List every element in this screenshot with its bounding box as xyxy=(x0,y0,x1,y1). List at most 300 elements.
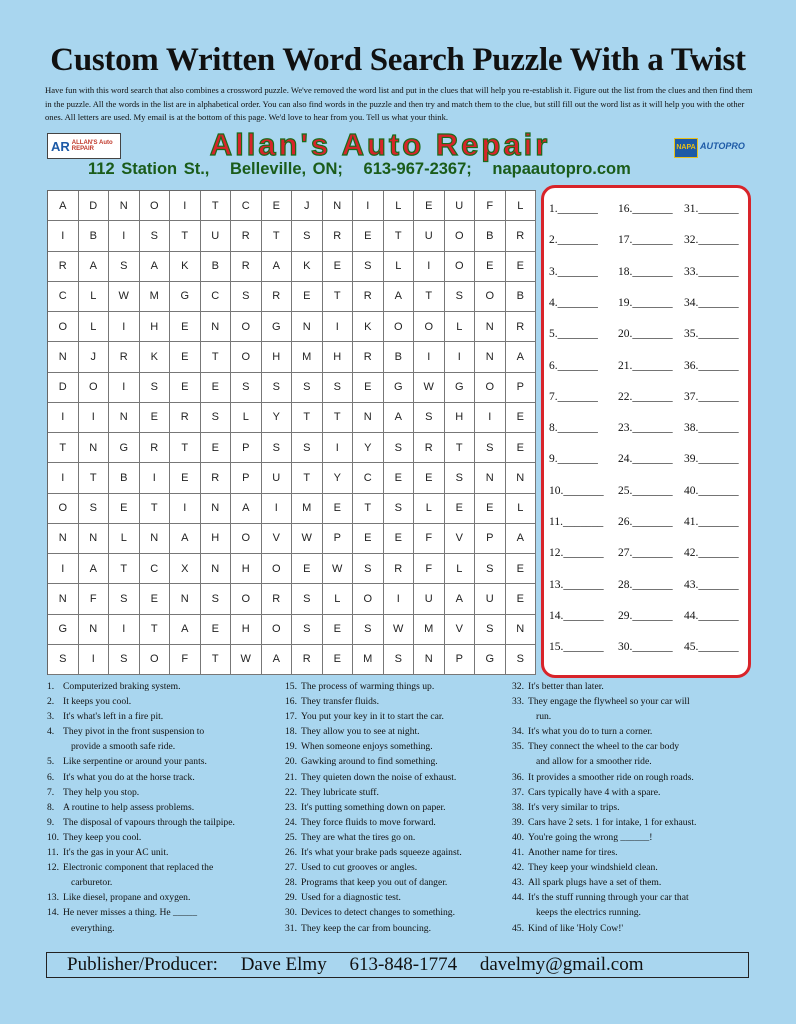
answer-line[interactable]: _______ xyxy=(557,390,598,403)
grid-cell[interactable]: S xyxy=(506,645,537,675)
grid-cell[interactable]: S xyxy=(109,645,140,675)
grid-cell[interactable]: I xyxy=(48,463,79,493)
grid-cell[interactable]: A xyxy=(170,615,201,645)
grid-cell[interactable]: C xyxy=(353,463,384,493)
answer-line[interactable]: _______ xyxy=(563,547,604,560)
answer-blank[interactable] xyxy=(684,203,739,215)
answer-blank[interactable] xyxy=(549,266,598,278)
answer-blank[interactable] xyxy=(549,203,598,215)
grid-cell[interactable]: H xyxy=(262,342,293,372)
answer-blank[interactable] xyxy=(684,547,739,559)
answer-blank[interactable] xyxy=(549,485,604,497)
grid-cell[interactable]: E xyxy=(201,433,232,463)
grid-cell[interactable]: S xyxy=(79,494,110,524)
grid-cell[interactable]: T xyxy=(384,221,415,251)
answer-blank[interactable] xyxy=(684,391,739,403)
grid-cell[interactable]: E xyxy=(353,373,384,403)
answer-blank[interactable] xyxy=(684,579,739,591)
grid-cell[interactable]: E xyxy=(292,554,323,584)
grid-cell[interactable]: E xyxy=(140,403,171,433)
grid-cell[interactable]: N xyxy=(79,615,110,645)
grid-cell[interactable]: M xyxy=(140,282,171,312)
grid-cell[interactable]: L xyxy=(414,494,445,524)
grid-cell[interactable]: O xyxy=(231,312,262,342)
grid-cell[interactable]: F xyxy=(414,554,445,584)
grid-cell[interactable]: E xyxy=(170,342,201,372)
grid-cell[interactable]: A xyxy=(79,252,110,282)
grid-cell[interactable]: I xyxy=(109,373,140,403)
answer-line[interactable]: _______ xyxy=(632,578,673,591)
grid-cell[interactable]: N xyxy=(48,342,79,372)
answer-blank[interactable] xyxy=(684,234,739,246)
grid-cell[interactable]: F xyxy=(170,645,201,675)
grid-cell[interactable]: C xyxy=(48,282,79,312)
answer-line[interactable]: _______ xyxy=(563,484,604,497)
answer-line[interactable]: _______ xyxy=(557,328,598,341)
grid-cell[interactable]: E xyxy=(414,191,445,221)
answer-blank[interactable] xyxy=(618,516,673,528)
grid-cell[interactable]: B xyxy=(201,252,232,282)
grid-cell[interactable]: D xyxy=(79,191,110,221)
grid-cell[interactable]: E xyxy=(506,554,537,584)
grid-cell[interactable]: I xyxy=(414,342,445,372)
grid-cell[interactable]: B xyxy=(506,282,537,312)
grid-cell[interactable]: W xyxy=(109,282,140,312)
grid-cell[interactable]: N xyxy=(414,645,445,675)
answer-line[interactable]: _______ xyxy=(632,328,673,341)
grid-cell[interactable]: N xyxy=(140,524,171,554)
answer-blank[interactable] xyxy=(684,485,739,497)
grid-cell[interactable]: N xyxy=(48,524,79,554)
answer-line[interactable]: _______ xyxy=(557,296,598,309)
answer-line[interactable]: _______ xyxy=(632,390,673,403)
grid-cell[interactable]: A xyxy=(140,252,171,282)
grid-cell[interactable]: E xyxy=(323,615,354,645)
grid-cell[interactable]: O xyxy=(48,494,79,524)
grid-cell[interactable]: W xyxy=(323,554,354,584)
grid-cell[interactable]: T xyxy=(323,403,354,433)
answer-line[interactable]: _______ xyxy=(632,484,673,497)
grid-cell[interactable]: I xyxy=(79,645,110,675)
grid-cell[interactable]: T xyxy=(323,282,354,312)
grid-cell[interactable]: B xyxy=(475,221,506,251)
grid-cell[interactable]: B xyxy=(384,342,415,372)
grid-cell[interactable]: O xyxy=(140,191,171,221)
grid-cell[interactable]: M xyxy=(292,342,323,372)
grid-cell[interactable]: R xyxy=(109,342,140,372)
grid-cell[interactable]: S xyxy=(475,554,506,584)
grid-cell[interactable]: J xyxy=(292,191,323,221)
grid-cell[interactable]: V xyxy=(445,524,476,554)
grid-cell[interactable]: R xyxy=(506,221,537,251)
grid-cell[interactable]: F xyxy=(475,191,506,221)
answer-line[interactable]: _______ xyxy=(563,641,604,654)
grid-cell[interactable]: G xyxy=(384,373,415,403)
grid-cell[interactable]: E xyxy=(140,584,171,614)
grid-cell[interactable]: T xyxy=(353,494,384,524)
answer-line[interactable]: _______ xyxy=(698,203,739,215)
answer-line[interactable]: _______ xyxy=(632,547,673,560)
grid-cell[interactable]: K xyxy=(170,252,201,282)
grid-cell[interactable]: W xyxy=(414,373,445,403)
grid-cell[interactable]: S xyxy=(445,463,476,493)
answer-blank[interactable] xyxy=(618,203,673,215)
grid-cell[interactable]: S xyxy=(262,433,293,463)
grid-cell[interactable]: Y xyxy=(323,463,354,493)
answer-blank[interactable] xyxy=(618,641,673,653)
grid-cell[interactable]: U xyxy=(445,191,476,221)
answer-blank[interactable] xyxy=(549,328,598,340)
grid-cell[interactable]: I xyxy=(170,191,201,221)
grid-cell[interactable]: N xyxy=(201,312,232,342)
answer-blank[interactable] xyxy=(618,328,673,340)
answer-blank[interactable] xyxy=(684,266,739,278)
grid-cell[interactable]: R xyxy=(201,463,232,493)
answer-line[interactable]: _______ xyxy=(698,328,739,341)
grid-cell[interactable]: S xyxy=(292,221,323,251)
grid-cell[interactable]: R xyxy=(292,645,323,675)
grid-cell[interactable]: L xyxy=(231,403,262,433)
grid-cell[interactable]: H xyxy=(323,342,354,372)
grid-cell[interactable]: H xyxy=(445,403,476,433)
grid-cell[interactable]: I xyxy=(109,312,140,342)
grid-cell[interactable]: S xyxy=(292,373,323,403)
grid-cell[interactable]: L xyxy=(384,252,415,282)
answer-blank[interactable] xyxy=(618,360,673,372)
answer-blank[interactable] xyxy=(618,391,673,403)
grid-cell[interactable]: S xyxy=(201,584,232,614)
grid-cell[interactable]: O xyxy=(79,373,110,403)
answer-line[interactable]: _______ xyxy=(698,484,739,497)
answer-blank[interactable] xyxy=(684,641,739,653)
grid-cell[interactable]: E xyxy=(506,252,537,282)
answer-line[interactable]: _______ xyxy=(698,641,739,654)
grid-cell[interactable]: E xyxy=(323,645,354,675)
grid-cell[interactable]: L xyxy=(79,282,110,312)
answer-blank[interactable] xyxy=(618,579,673,591)
grid-cell[interactable]: U xyxy=(414,221,445,251)
grid-cell[interactable]: N xyxy=(506,463,537,493)
grid-cell[interactable]: O xyxy=(231,524,262,554)
grid-cell[interactable]: U xyxy=(414,584,445,614)
grid-cell[interactable]: R xyxy=(231,221,262,251)
grid-cell[interactable]: E xyxy=(170,312,201,342)
answer-line[interactable]: _______ xyxy=(557,453,598,466)
grid-cell[interactable]: O xyxy=(48,312,79,342)
answer-blank[interactable] xyxy=(549,516,603,528)
answer-blank[interactable] xyxy=(618,453,673,465)
grid-cell[interactable]: U xyxy=(262,463,293,493)
grid-cell[interactable]: L xyxy=(445,554,476,584)
grid-cell[interactable]: G xyxy=(48,615,79,645)
answer-line[interactable]: _______ xyxy=(632,234,673,247)
grid-cell[interactable]: T xyxy=(201,342,232,372)
grid-cell[interactable]: E xyxy=(445,494,476,524)
grid-cell[interactable]: S xyxy=(109,584,140,614)
answer-blank[interactable] xyxy=(684,328,739,340)
grid-cell[interactable]: R xyxy=(384,554,415,584)
grid-cell[interactable]: S xyxy=(475,615,506,645)
grid-cell[interactable]: N xyxy=(353,403,384,433)
answer-blank[interactable] xyxy=(684,422,739,434)
grid-cell[interactable]: A xyxy=(48,191,79,221)
grid-cell[interactable]: M xyxy=(292,494,323,524)
grid-cell[interactable]: T xyxy=(201,645,232,675)
answer-blank[interactable] xyxy=(618,610,673,622)
grid-cell[interactable]: N xyxy=(475,312,506,342)
grid-cell[interactable]: P xyxy=(231,433,262,463)
grid-cell[interactable]: N xyxy=(79,524,110,554)
grid-cell[interactable]: S xyxy=(140,221,171,251)
grid-cell[interactable]: I xyxy=(48,554,79,584)
grid-cell[interactable]: N xyxy=(475,342,506,372)
answer-line[interactable]: _______ xyxy=(557,422,598,435)
grid-cell[interactable]: S xyxy=(231,373,262,403)
answer-blank[interactable] xyxy=(549,641,604,653)
grid-cell[interactable]: L xyxy=(79,312,110,342)
grid-cell[interactable]: W xyxy=(231,645,262,675)
grid-cell[interactable]: K xyxy=(353,312,384,342)
grid-cell[interactable]: C xyxy=(201,282,232,312)
grid-cell[interactable]: I xyxy=(170,494,201,524)
grid-cell[interactable]: C xyxy=(231,191,262,221)
answer-line[interactable]: _______ xyxy=(562,516,604,528)
grid-cell[interactable]: P xyxy=(506,373,537,403)
grid-cell[interactable]: A xyxy=(384,403,415,433)
grid-cell[interactable]: O xyxy=(231,584,262,614)
grid-cell[interactable]: F xyxy=(79,584,110,614)
grid-cell[interactable]: A xyxy=(262,252,293,282)
grid-cell[interactable]: M xyxy=(353,645,384,675)
grid-cell[interactable]: O xyxy=(140,645,171,675)
grid-cell[interactable]: L xyxy=(109,524,140,554)
grid-cell[interactable]: K xyxy=(140,342,171,372)
answer-line[interactable]: _______ xyxy=(557,359,598,372)
grid-cell[interactable]: N xyxy=(109,403,140,433)
grid-cell[interactable]: O xyxy=(384,312,415,342)
grid-cell[interactable]: O xyxy=(445,252,476,282)
grid-cell[interactable]: E xyxy=(475,252,506,282)
answer-line[interactable]: _______ xyxy=(698,265,739,278)
grid-cell[interactable]: E xyxy=(323,494,354,524)
answer-line[interactable]: _______ xyxy=(698,453,739,466)
grid-cell[interactable]: I xyxy=(140,463,171,493)
answer-line[interactable]: _______ xyxy=(698,422,739,435)
grid-cell[interactable]: O xyxy=(475,282,506,312)
answer-blank[interactable] xyxy=(549,422,598,434)
grid-cell[interactable]: S xyxy=(292,615,323,645)
answer-blank[interactable] xyxy=(618,266,673,278)
answer-blank[interactable] xyxy=(549,453,598,465)
grid-cell[interactable]: T xyxy=(109,554,140,584)
answer-line[interactable]: _______ xyxy=(632,265,673,278)
answer-blank[interactable] xyxy=(684,516,739,528)
grid-cell[interactable]: K xyxy=(292,252,323,282)
grid-cell[interactable]: E xyxy=(201,373,232,403)
grid-cell[interactable]: A xyxy=(79,554,110,584)
grid-cell[interactable]: B xyxy=(109,463,140,493)
grid-cell[interactable]: O xyxy=(262,615,293,645)
answer-line[interactable]: _______ xyxy=(632,296,673,309)
grid-cell[interactable]: S xyxy=(384,645,415,675)
answer-line[interactable]: _______ xyxy=(698,390,739,403)
grid-cell[interactable]: G xyxy=(445,373,476,403)
grid-cell[interactable]: I xyxy=(323,312,354,342)
grid-cell[interactable]: W xyxy=(384,615,415,645)
grid-cell[interactable]: T xyxy=(140,615,171,645)
grid-cell[interactable]: E xyxy=(384,524,415,554)
grid-cell[interactable]: W xyxy=(292,524,323,554)
grid-cell[interactable]: E xyxy=(292,282,323,312)
grid-cell[interactable]: A xyxy=(231,494,262,524)
grid-cell[interactable]: F xyxy=(414,524,445,554)
grid-cell[interactable]: I xyxy=(445,342,476,372)
grid-cell[interactable]: L xyxy=(506,494,537,524)
grid-cell[interactable]: E xyxy=(109,494,140,524)
grid-cell[interactable]: N xyxy=(201,494,232,524)
grid-cell[interactable]: V xyxy=(262,524,293,554)
grid-cell[interactable]: A xyxy=(262,645,293,675)
grid-cell[interactable]: G xyxy=(475,645,506,675)
answer-blank[interactable] xyxy=(549,234,598,246)
answer-line[interactable]: _______ xyxy=(563,609,604,622)
grid-cell[interactable]: T xyxy=(170,433,201,463)
grid-cell[interactable]: S xyxy=(384,433,415,463)
grid-cell[interactable]: A xyxy=(384,282,415,312)
grid-cell[interactable]: S xyxy=(292,433,323,463)
grid-cell[interactable]: O xyxy=(231,342,262,372)
grid-cell[interactable]: T xyxy=(292,463,323,493)
grid-cell[interactable]: P xyxy=(475,524,506,554)
answer-line[interactable]: _______ xyxy=(698,296,739,309)
grid-cell[interactable]: N xyxy=(201,554,232,584)
grid-cell[interactable]: T xyxy=(201,191,232,221)
grid-cell[interactable]: M xyxy=(414,615,445,645)
grid-cell[interactable]: R xyxy=(170,403,201,433)
answer-line[interactable]: _______ xyxy=(698,234,739,247)
grid-cell[interactable]: T xyxy=(48,433,79,463)
grid-cell[interactable]: O xyxy=(445,221,476,251)
grid-cell[interactable]: G xyxy=(109,433,140,463)
answer-blank[interactable] xyxy=(618,547,673,559)
grid-cell[interactable]: I xyxy=(109,221,140,251)
grid-cell[interactable]: R xyxy=(48,252,79,282)
grid-cell[interactable]: S xyxy=(201,403,232,433)
grid-cell[interactable]: E xyxy=(506,433,537,463)
answer-line[interactable]: _______ xyxy=(632,203,673,215)
grid-cell[interactable]: E xyxy=(170,463,201,493)
grid-cell[interactable]: X xyxy=(170,554,201,584)
grid-cell[interactable]: S xyxy=(140,373,171,403)
answer-line[interactable]: _______ xyxy=(632,453,673,466)
grid-cell[interactable]: H xyxy=(231,615,262,645)
grid-cell[interactable]: U xyxy=(201,221,232,251)
grid-cell[interactable]: T xyxy=(79,463,110,493)
grid-cell[interactable]: N xyxy=(109,191,140,221)
grid-cell[interactable]: A xyxy=(506,342,537,372)
answer-line[interactable]: _______ xyxy=(557,265,598,278)
grid-cell[interactable]: S xyxy=(109,252,140,282)
grid-cell[interactable]: V xyxy=(445,615,476,645)
grid-cell[interactable]: E xyxy=(506,403,537,433)
answer-line[interactable]: _______ xyxy=(698,516,739,528)
grid-cell[interactable]: R xyxy=(353,282,384,312)
grid-cell[interactable]: A xyxy=(506,524,537,554)
grid-cell[interactable]: I xyxy=(48,403,79,433)
answer-line[interactable]: _______ xyxy=(557,203,598,215)
grid-cell[interactable]: U xyxy=(475,584,506,614)
answer-line[interactable]: _______ xyxy=(563,578,604,591)
grid-cell[interactable]: O xyxy=(353,584,384,614)
grid-cell[interactable]: L xyxy=(384,191,415,221)
grid-cell[interactable]: O xyxy=(262,554,293,584)
grid-cell[interactable]: S xyxy=(292,584,323,614)
grid-cell[interactable]: H xyxy=(140,312,171,342)
grid-cell[interactable]: E xyxy=(170,373,201,403)
grid-cell[interactable]: I xyxy=(414,252,445,282)
answer-blank[interactable] xyxy=(549,579,604,591)
grid-cell[interactable]: G xyxy=(262,312,293,342)
answer-blank[interactable] xyxy=(684,297,739,309)
grid-cell[interactable]: Y xyxy=(353,433,384,463)
grid-cell[interactable]: N xyxy=(292,312,323,342)
grid-cell[interactable]: J xyxy=(79,342,110,372)
grid-cell[interactable]: S xyxy=(384,494,415,524)
grid-cell[interactable]: G xyxy=(170,282,201,312)
grid-cell[interactable]: I xyxy=(353,191,384,221)
grid-cell[interactable]: R xyxy=(262,282,293,312)
answer-line[interactable]: _______ xyxy=(698,547,739,560)
grid-cell[interactable]: I xyxy=(384,584,415,614)
answer-blank[interactable] xyxy=(618,422,673,434)
grid-cell[interactable]: T xyxy=(140,494,171,524)
grid-cell[interactable]: S xyxy=(414,403,445,433)
grid-cell[interactable]: O xyxy=(414,312,445,342)
grid-cell[interactable]: I xyxy=(48,221,79,251)
grid-cell[interactable]: E xyxy=(414,463,445,493)
grid-cell[interactable]: E xyxy=(384,463,415,493)
grid-cell[interactable]: E xyxy=(201,615,232,645)
answer-blank[interactable] xyxy=(549,547,604,559)
answer-blank[interactable] xyxy=(684,610,739,622)
grid-cell[interactable]: S xyxy=(48,645,79,675)
grid-cell[interactable]: R xyxy=(323,221,354,251)
grid-cell[interactable]: R xyxy=(506,312,537,342)
grid-cell[interactable]: N xyxy=(79,433,110,463)
grid-cell[interactable]: S xyxy=(353,554,384,584)
grid-cell[interactable]: Y xyxy=(262,403,293,433)
grid-cell[interactable]: P xyxy=(231,463,262,493)
grid-cell[interactable]: T xyxy=(262,221,293,251)
grid-cell[interactable]: R xyxy=(231,252,262,282)
grid-cell[interactable]: S xyxy=(475,433,506,463)
grid-cell[interactable]: A xyxy=(445,584,476,614)
grid-cell[interactable]: T xyxy=(170,221,201,251)
answer-blank[interactable] xyxy=(684,360,739,372)
grid-cell[interactable]: S xyxy=(231,282,262,312)
answer-blank[interactable] xyxy=(618,234,673,246)
grid-cell[interactable]: I xyxy=(79,403,110,433)
answer-line[interactable]: _______ xyxy=(632,422,673,435)
grid-cell[interactable]: E xyxy=(353,221,384,251)
grid-cell[interactable]: L xyxy=(506,191,537,221)
grid-cell[interactable]: T xyxy=(414,282,445,312)
grid-cell[interactable]: I xyxy=(262,494,293,524)
answer-blank[interactable] xyxy=(618,485,673,497)
answer-line[interactable]: _______ xyxy=(698,578,739,591)
grid-cell[interactable]: N xyxy=(475,463,506,493)
answer-line[interactable]: _______ xyxy=(632,359,673,372)
